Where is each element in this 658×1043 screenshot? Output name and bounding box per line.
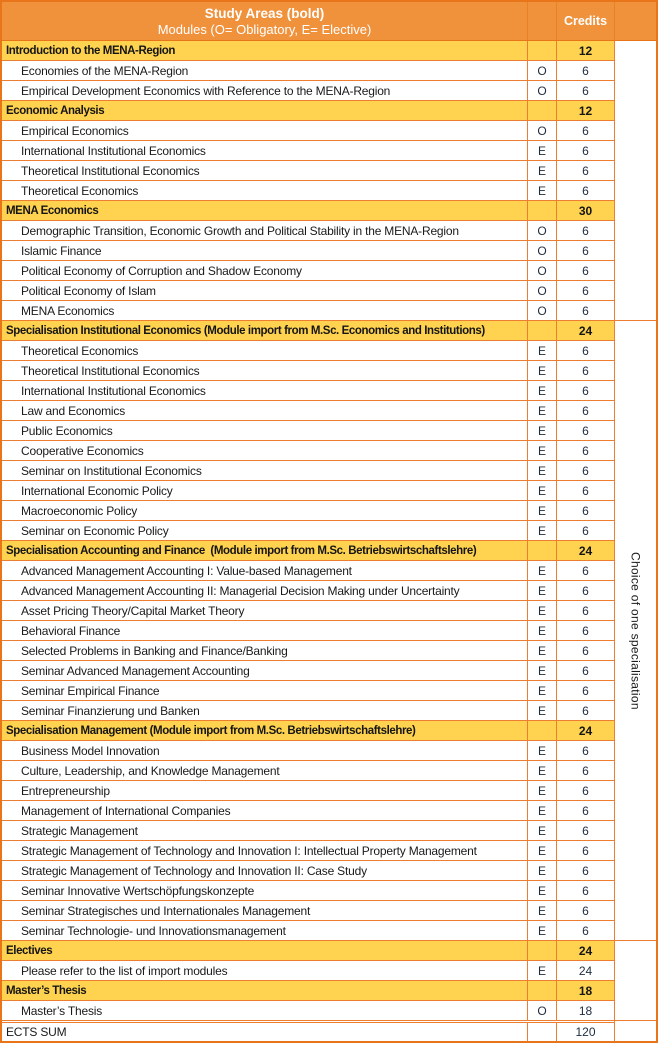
oe-cell	[528, 201, 557, 220]
module-row	[2, 241, 614, 261]
oe-cell: E	[528, 661, 557, 680]
module-name-cell: Macroeconomic Policy	[2, 501, 528, 520]
credits-cell: 24	[578, 723, 593, 738]
credits-cell: 6	[582, 843, 589, 858]
oe-cell: O	[528, 261, 557, 280]
oe-cell: E	[528, 441, 557, 460]
module-name-cell: Behavioral Finance	[2, 621, 528, 640]
oe-cell: E	[528, 641, 557, 660]
oe-cell	[528, 941, 557, 960]
header-title: Study Areas (bold)	[204, 5, 325, 21]
module-row	[2, 801, 614, 821]
module-row	[2, 161, 614, 181]
module-name-cell: Economies of the MENA-Region	[2, 61, 528, 80]
annotation-cell-empty-top	[615, 41, 656, 321]
module-row	[2, 781, 614, 801]
credits-cell: 6	[582, 763, 589, 778]
credits-cell: 6	[582, 383, 589, 398]
module-name-cell: Empirical Development Economics with Reference to the MENA-Region	[2, 81, 528, 100]
module-row	[2, 381, 614, 401]
oe-cell: O	[528, 81, 557, 100]
module-row	[2, 441, 614, 461]
credits-cell: 6	[582, 163, 589, 178]
oe-cell: E	[528, 681, 557, 700]
module-row	[2, 221, 614, 241]
credits-cell: 6	[582, 783, 589, 798]
oe-cell	[528, 981, 557, 1000]
header-right-spacer	[615, 2, 656, 40]
credits-cell: 6	[582, 243, 589, 258]
module-row	[2, 741, 614, 761]
module-name-cell: Strategic Management of Technology and Innovation II: Case Study	[2, 861, 528, 880]
credits-cell: 6	[582, 143, 589, 158]
oe-cell: E	[528, 341, 557, 360]
oe-cell	[528, 1023, 557, 1041]
section-title-cell: MENA Economics	[2, 201, 528, 220]
module-name-cell: Seminar Strategisches und Internationales Management	[2, 901, 528, 920]
credits-cell: 24	[578, 963, 593, 978]
credits-cell: 6	[582, 223, 589, 238]
credits-cell: 6	[582, 583, 589, 598]
annotation-column	[614, 41, 656, 1041]
credits-cell: 6	[582, 403, 589, 418]
module-name-cell: Strategic Management of Technology and Innovation I: Intellectual Property Management	[2, 841, 528, 860]
module-row	[2, 581, 614, 601]
module-row	[2, 301, 614, 321]
module-row	[2, 81, 614, 101]
choice-of-specialisation-label: Choice of one specialisation	[628, 551, 643, 710]
module-name-cell: Selected Problems in Banking and Finance/Banking	[2, 641, 528, 660]
oe-cell: E	[528, 141, 557, 160]
credits-cell: 6	[582, 903, 589, 918]
oe-cell	[528, 541, 557, 560]
module-name-cell: Business Model Innovation	[2, 741, 528, 760]
credits-cell: 6	[582, 643, 589, 658]
section-row	[2, 321, 614, 341]
module-row	[2, 461, 614, 481]
credits-cell: 6	[582, 363, 589, 378]
module-row	[2, 961, 614, 981]
credits-cell: 6	[582, 703, 589, 718]
module-row	[2, 501, 614, 521]
credits-cell: 6	[582, 463, 589, 478]
credits-cell: 6	[582, 863, 589, 878]
module-row	[2, 681, 614, 701]
oe-cell: E	[528, 381, 557, 400]
oe-cell: E	[528, 881, 557, 900]
module-name-cell: ECTS SUM	[2, 1023, 528, 1041]
module-name-cell: Master’s Thesis	[2, 1001, 528, 1020]
credits-cell: 6	[582, 823, 589, 838]
module-name-cell: Seminar on Institutional Economics	[2, 461, 528, 480]
header-oe-spacer	[528, 2, 557, 40]
section-row	[2, 101, 614, 121]
module-row	[2, 1001, 614, 1021]
module-name-cell: Please refer to the list of import modules	[2, 961, 528, 980]
module-name-cell: Asset Pricing Theory/Capital Market Theory	[2, 601, 528, 620]
oe-cell: E	[528, 621, 557, 640]
module-name-cell: Theoretical Economics	[2, 181, 528, 200]
module-row	[2, 481, 614, 501]
module-name-cell: Political Economy of Islam	[2, 281, 528, 300]
module-name-cell: Seminar Advanced Management Accounting	[2, 661, 528, 680]
module-name-cell: International Institutional Economics	[2, 141, 528, 160]
credits-cell: 6	[582, 803, 589, 818]
module-row	[2, 841, 614, 861]
credits-cell: 6	[582, 923, 589, 938]
table-rows	[2, 41, 614, 1041]
oe-cell: E	[528, 521, 557, 540]
oe-cell: E	[528, 841, 557, 860]
oe-cell: E	[528, 581, 557, 600]
oe-cell: E	[528, 181, 557, 200]
module-row	[2, 61, 614, 81]
credits-cell: 6	[582, 623, 589, 638]
module-name-cell: Seminar on Economic Policy	[2, 521, 528, 540]
oe-cell: E	[528, 401, 557, 420]
credits-cell: 6	[582, 563, 589, 578]
module-row	[2, 141, 614, 161]
module-name-cell: Advanced Management Accounting II: Managerial Decision Making under Uncertainty	[2, 581, 528, 600]
module-name-cell: Cooperative Economics	[2, 441, 528, 460]
oe-cell	[528, 321, 557, 340]
oe-cell: E	[528, 701, 557, 720]
oe-cell: E	[528, 361, 557, 380]
credits-cell: 6	[582, 83, 589, 98]
module-row	[2, 861, 614, 881]
credits-cell: 18	[578, 983, 593, 998]
credits-cell: 6	[582, 483, 589, 498]
oe-cell: E	[528, 501, 557, 520]
module-row	[2, 561, 614, 581]
credits-cell: 6	[582, 343, 589, 358]
module-name-cell: Management of International Companies	[2, 801, 528, 820]
section-title-cell: Introduction to the MENA-Region	[2, 41, 528, 60]
credits-cell: 6	[582, 303, 589, 318]
oe-cell: E	[528, 421, 557, 440]
module-row	[2, 281, 614, 301]
module-row	[2, 181, 614, 201]
module-row	[2, 821, 614, 841]
module-row	[2, 601, 614, 621]
table-body	[2, 41, 656, 1041]
ects-sum-row	[2, 1022, 614, 1041]
module-name-cell: Political Economy of Corruption and Shadow Economy	[2, 261, 528, 280]
credits-cell: 6	[582, 123, 589, 138]
oe-cell: E	[528, 741, 557, 760]
oe-cell: E	[528, 921, 557, 940]
credits-cell: 18	[578, 1003, 593, 1018]
module-name-cell: Seminar Finanzierung und Banken	[2, 701, 528, 720]
credits-cell: 6	[582, 443, 589, 458]
credits-cell: 6	[582, 683, 589, 698]
oe-cell: E	[528, 801, 557, 820]
credits-cell: 24	[578, 943, 593, 958]
section-row	[2, 201, 614, 221]
oe-cell: O	[528, 241, 557, 260]
header-subtitle: Modules (O= Obligatory, E= Elective)	[157, 21, 372, 37]
module-name-cell: Theoretical Economics	[2, 341, 528, 360]
module-row	[2, 761, 614, 781]
module-row	[2, 621, 614, 641]
module-name-cell: Theoretical Institutional Economics	[2, 161, 528, 180]
module-row	[2, 521, 614, 541]
module-name-cell: Advanced Management Accounting I: Value-based Management	[2, 561, 528, 580]
module-name-cell: Empirical Economics	[2, 121, 528, 140]
annotation-cell-specialisation	[615, 321, 656, 941]
credits-cell: 6	[582, 283, 589, 298]
oe-cell: E	[528, 781, 557, 800]
credits-cell: 24	[578, 543, 593, 558]
section-title-cell: Specialisation Accounting and Finance (Module import from M.Sc. Betriebswirtschaftslehre)	[2, 541, 528, 560]
oe-cell: E	[528, 601, 557, 620]
section-title-cell: Master’s Thesis	[2, 981, 528, 1000]
module-name-cell: Seminar Innovative Wertschöpfungskonzepte	[2, 881, 528, 900]
section-title-cell: Electives	[2, 941, 528, 960]
header-title-cell	[2, 2, 528, 40]
module-name-cell: Strategic Management	[2, 821, 528, 840]
credits-cell: 6	[582, 63, 589, 78]
oe-cell: O	[528, 1001, 557, 1020]
credits-cell: 30	[578, 203, 593, 218]
section-row	[2, 541, 614, 561]
oe-cell: O	[528, 61, 557, 80]
credits-cell: 12	[578, 103, 593, 118]
credits-cell: 6	[582, 423, 589, 438]
oe-cell: E	[528, 821, 557, 840]
header-credits-label: Credits	[557, 2, 615, 40]
module-name-cell: International Institutional Economics	[2, 381, 528, 400]
annotation-cell-empty-bottom	[615, 1021, 656, 1041]
module-name-cell: Seminar Empirical Finance	[2, 681, 528, 700]
module-row	[2, 401, 614, 421]
credits-cell: 6	[582, 263, 589, 278]
module-name-cell: Culture, Leadership, and Knowledge Management	[2, 761, 528, 780]
section-row	[2, 981, 614, 1001]
credits-cell: 6	[582, 603, 589, 618]
credits-cell: 6	[582, 743, 589, 758]
oe-cell: E	[528, 461, 557, 480]
module-name-cell: Entrepreneurship	[2, 781, 528, 800]
section-row	[2, 941, 614, 961]
oe-cell: O	[528, 221, 557, 240]
module-name-cell: Theoretical Institutional Economics	[2, 361, 528, 380]
module-row	[2, 661, 614, 681]
module-row	[2, 361, 614, 381]
oe-cell: O	[528, 121, 557, 140]
section-title-cell: Specialisation Institutional Economics (Module import from M.Sc. Economics and Institutions)	[2, 321, 528, 340]
module-row	[2, 921, 614, 941]
section-row	[2, 41, 614, 61]
credits-cell: 6	[582, 183, 589, 198]
oe-cell	[528, 101, 557, 120]
module-row	[2, 261, 614, 281]
credits-cell: 6	[582, 663, 589, 678]
oe-cell: E	[528, 861, 557, 880]
oe-cell: E	[528, 481, 557, 500]
section-title-cell: Specialisation Management (Module import from M.Sc. Betriebswirtschaftslehre)	[2, 721, 528, 740]
module-row	[2, 421, 614, 441]
module-row	[2, 641, 614, 661]
credits-cell: 24	[578, 323, 593, 338]
module-name-cell: International Economic Policy	[2, 481, 528, 500]
module-name-cell: Demographic Transition, Economic Growth and Political Stability in the MENA-Region	[2, 221, 528, 240]
module-row	[2, 341, 614, 361]
module-name-cell: Public Economics	[2, 421, 528, 440]
credits-cell: 12	[578, 43, 593, 58]
module-row	[2, 881, 614, 901]
oe-cell: E	[528, 561, 557, 580]
oe-cell: O	[528, 301, 557, 320]
module-row	[2, 121, 614, 141]
module-row	[2, 901, 614, 921]
module-row	[2, 701, 614, 721]
credits-cell: 6	[582, 883, 589, 898]
oe-cell: E	[528, 901, 557, 920]
module-name-cell: Islamic Finance	[2, 241, 528, 260]
module-name-cell: Law and Economics	[2, 401, 528, 420]
oe-cell: E	[528, 961, 557, 980]
oe-cell: O	[528, 281, 557, 300]
module-name-cell: Seminar Technologie- und Innovationsmanagement	[2, 921, 528, 940]
oe-cell: E	[528, 761, 557, 780]
oe-cell	[528, 41, 557, 60]
section-title-cell: Economic Analysis	[2, 101, 528, 120]
credits-cell: 120	[575, 1025, 596, 1039]
credits-cell: 6	[582, 523, 589, 538]
credits-cell: 6	[582, 503, 589, 518]
module-name-cell: MENA Economics	[2, 301, 528, 320]
section-row	[2, 721, 614, 741]
annotation-cell-empty-mid	[615, 941, 656, 1021]
oe-cell: E	[528, 161, 557, 180]
oe-cell	[528, 721, 557, 740]
table-header	[2, 2, 656, 41]
